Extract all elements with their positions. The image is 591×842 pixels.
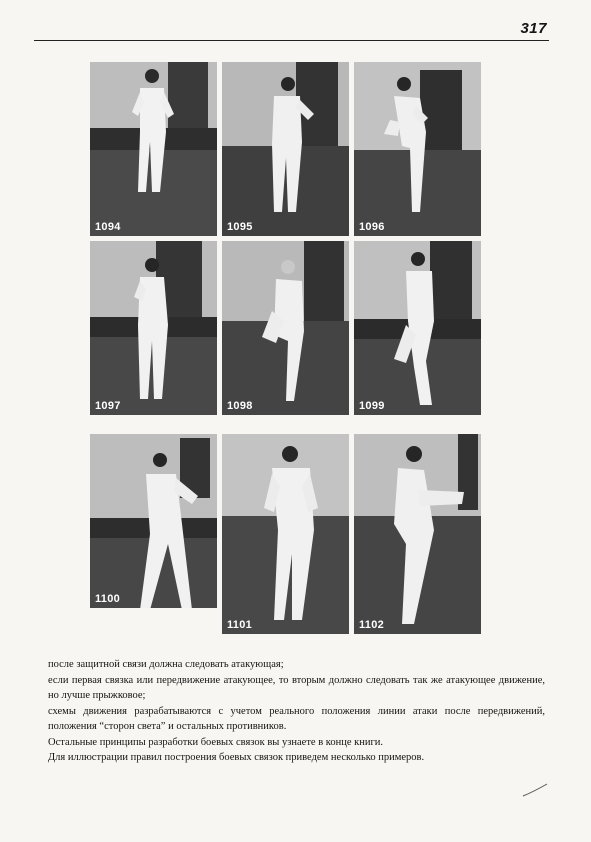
photo-1102 — [354, 434, 481, 634]
photo-grid — [90, 62, 482, 634]
karate-knee-raise-illustration — [222, 241, 349, 415]
paragraph: Остальные принципы разработки боевых связок вы узнаете в конце книги. — [48, 736, 384, 748]
photo-number: 1100 — [95, 593, 121, 605]
photo-number: 1097 — [95, 400, 121, 412]
body-text — [48, 657, 545, 766]
photo-1101 — [222, 434, 349, 634]
paragraph: Для иллюстрации правил построения боевых связок приведем несколько примеров. — [48, 752, 425, 763]
photo-number: 1102 — [359, 619, 385, 631]
karate-stance-illustration — [90, 62, 217, 236]
pen-mark — [521, 782, 549, 798]
photo-1094 — [90, 62, 217, 236]
header-rule — [34, 40, 549, 41]
photo-number: 1095 — [227, 221, 253, 233]
photo-number: 1098 — [227, 400, 253, 412]
karate-kick-illustration — [354, 434, 481, 634]
karate-stance-illustration — [222, 434, 349, 634]
photo-1096 — [354, 62, 481, 236]
photo-1099 — [354, 241, 481, 415]
page-number: 317 — [520, 20, 547, 37]
karate-kick-illustration — [354, 62, 481, 236]
paragraph: если первая связка или передвижение атакующее, то вторым должно следовать так же атакующее движение, но лучше прыжковое; — [48, 674, 545, 701]
photo-number: 1096 — [359, 221, 385, 233]
photo-number: 1094 — [95, 221, 121, 233]
photo-number: 1099 — [359, 400, 385, 412]
karate-stance-illustration — [222, 62, 349, 236]
photo-number: 1101 — [227, 619, 253, 631]
karate-knee-raise-illustration — [354, 241, 481, 415]
photo-1098 — [222, 241, 349, 415]
paragraph: схемы движения разрабатываются с учетом реального положения линии атаки после передвижений, положения “сторон света” и остальных противников. — [48, 705, 545, 732]
photo-1095 — [222, 62, 349, 236]
photo-1100 — [90, 434, 217, 608]
paragraph: после защитной связи должна следовать атакующая; — [48, 659, 284, 670]
karate-stance-illustration — [90, 241, 217, 415]
karate-stance-illustration — [90, 434, 217, 608]
photo-1097 — [90, 241, 217, 415]
